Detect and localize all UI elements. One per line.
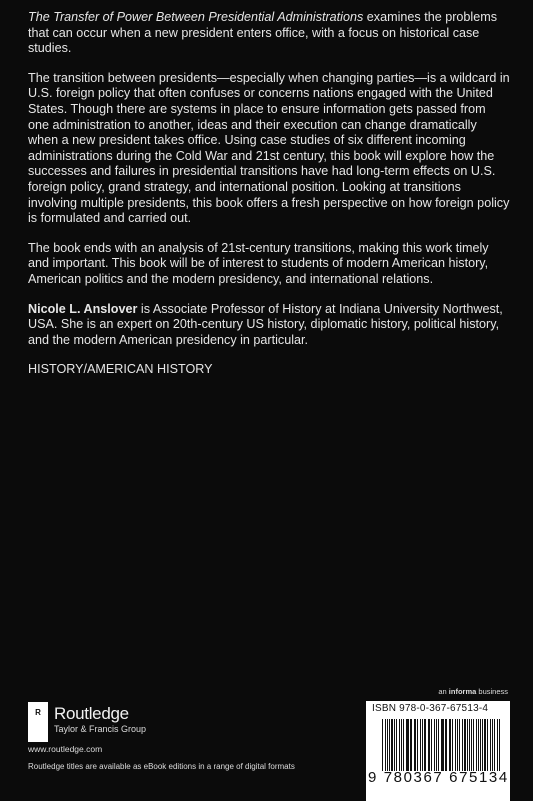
barcode-bar [497,719,498,771]
barcode-bar [499,719,500,771]
barcode-bar [484,719,486,771]
ebook-formats-note: Routledge titles are available as eBook editions in a range of digital formats [28,762,295,771]
barcode-bar [452,719,453,771]
publisher-group: Taylor & Francis Group [54,724,147,734]
informa-business-label [438,687,508,696]
barcode-bar [403,719,404,771]
barcode-bar [399,719,400,771]
barcode-bar [482,719,483,771]
barcode-bar [441,719,442,771]
barcode-bar [422,719,423,771]
barcode-bar [459,719,460,771]
informa-word: informa [448,687,477,696]
barcode-bar [389,719,390,771]
barcode-bar [438,719,439,771]
description-paragraph: The transition between presidents—especially when changing parties—is a wildcard in U.S. foreign policy that often confuses or concerns nations engaged with the United States. Though there are systems in place to ensure information gets passed from one administration to another, ideas and their execution can change dramatically when a new president takes office. Using case studies of six different incoming administrations during the Cold War and 21st century, this book will explore how the successes and failures in presidential transitions have had long-term effects on U.S. foreign policy, grand strategy, and international position. Looking at transitions involving multiple presidents, this book offers a fresh perspective on how foreign policy is formulated and carried out. [28,70,510,226]
audience-paragraph: The book ends with an analysis of 21st-century transitions, making this work timely and important. This book will be of interest to students of modern American history, American politics and the modern presidency, and international relations. [28,240,489,286]
barcode-bar [487,719,488,771]
barcode-bar [429,719,430,771]
barcode-bar [473,719,474,771]
barcode-bar [424,719,426,771]
barcode-bar [449,719,450,771]
barcode-bar [434,719,435,771]
barcode-bar [436,719,437,771]
barcode-bar [478,719,479,771]
barcode-bar [414,719,415,771]
barcode-bar [492,719,493,771]
informa-prefix: an [438,687,449,696]
intro-paragraph [28,10,510,57]
barcode-bar [385,719,386,771]
barcode-bar [401,719,402,771]
barcode-bar [428,719,429,771]
barcode-bar [431,719,432,771]
barcode-bar [407,719,409,771]
author-name: Nicole L. Anslover [28,301,138,316]
logo-letters: R [35,708,41,717]
publisher-footer [28,687,509,796]
barcode-bar [469,719,470,771]
barcode-bar [420,719,421,771]
barcode-bar [406,719,407,771]
barcode-bar [464,719,466,771]
barcode-bar [442,719,443,771]
barcode-bar [471,719,472,771]
barcode-bar [462,719,463,771]
barcode-bar [382,719,383,771]
barcode-bar [476,719,477,771]
barcode-bar [396,719,397,771]
barcode-bar [410,719,411,771]
barcode-bar [450,719,451,771]
barcode-bar [391,719,393,771]
subject-category: HISTORY/AMERICAN HISTORY [28,362,213,377]
barcode-bar [480,719,481,771]
barcode-bar [455,719,456,771]
barcode-bar [490,719,491,771]
intro-text: examines the problems that can occur when a new president enters office, with a focus on historical case studies. [28,10,497,56]
barcode-bar [494,719,495,771]
informa-suffix: business [476,687,508,696]
barcode-bar [445,719,447,771]
barcode-bar [387,719,388,771]
publisher-name: Routledge [54,704,129,723]
author-paragraph [28,302,510,349]
barcode-bar [457,719,458,771]
author-bio: is Associate Professor of History at Indiana University Northwest, USA. She is an expert on 20th-century US history, diplomatic history, political history, and the modern American presidency in particular. [28,301,503,347]
barcode-icon [382,719,500,771]
barcode-bar [394,719,395,771]
book-title: The Transfer of Power Between Presidential Administrations [28,10,364,24]
barcode-digits: 9 780367 675134 [368,769,509,786]
isbn-number: ISBN 978-0-367-67513-4 [372,703,489,714]
barcode-bar [415,719,416,771]
barcode-bar [467,719,468,771]
isbn-barcode [366,701,510,801]
routledge-logo-icon [28,702,48,742]
publisher-website: www.routledge.com [28,744,103,754]
back-cover-text [28,10,510,376]
barcode-bar [417,719,418,771]
